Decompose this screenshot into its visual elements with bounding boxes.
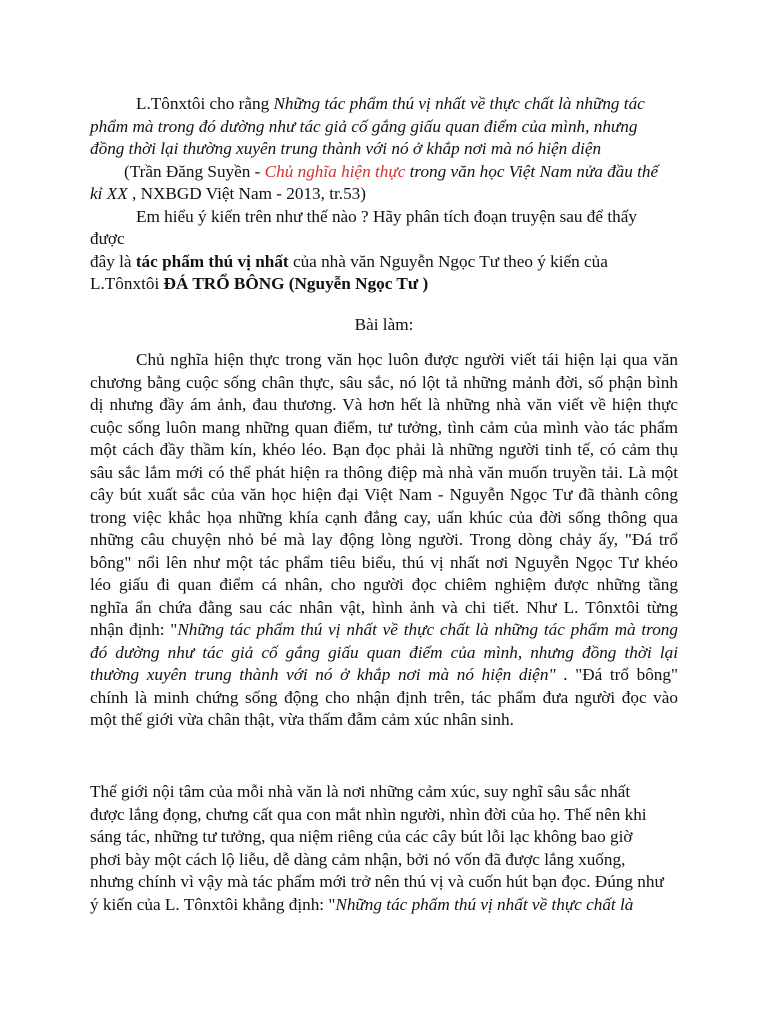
paragraph-line: cuộc sống luôn mang những quan điểm, tư tưởng, tình cảm của mình vào tác phẩm [90,417,678,437]
paragraph-line: dị nhưng đầy ám ảnh, đau thương. Và hơn hết là những nhà văn viết về hiện thực [90,395,678,414]
paragraph-line: nhưng chính vì vậy mà tác phẩm mới trở nên thú vị và cuốn hút bạn đọc. Đúng như [90,872,664,891]
quote-text: thường xuyên trung thành với nó ở khắp nơi mà nó hiện diện" [90,665,556,684]
paragraph-line: léo giấu đi quan điểm cá nhân, cho người đọc chiêm nghiệm được những tầng [90,575,678,594]
citation-title: kỉ XX [90,184,128,203]
question-text: đây là [90,251,136,271]
quote-text: đồng thời lại thường xuyên trung thành với nó ở khắp nơi mà nó hiện diện [90,139,602,158]
paragraph-line: trong việc khắc họa những khía cạnh đắng cay, uẩn khúc của đời sống thông qua [90,507,678,527]
paragraph-line [90,894,678,917]
paragraph-line: chương bằng cuộc sống chân thực, sâu sắc, nó lột tả những mảnh đời, số phận bình [90,372,678,392]
paragraph-line: sáng tác, những tư tưởng, qua niệm riêng của các cây bút lỗi lạc không bao giờ [90,827,633,846]
citation-line [90,183,678,206]
question-emphasis: tác phẩm thú vị nhất [135,251,289,271]
paragraph-line: cây bút xuất sắc của văn học hiện đại Việt Nam - Nguyễn Ngọc Tư đã thành công [90,485,678,504]
quote-text: phẩm mà trong đó dường như tác giả cố gắng giấu quan điểm của mình, nhưng [90,116,638,136]
paragraph-line [90,664,678,687]
paragraph-line: những câu chuyện nhỏ bé mà lay động lòng người. Trong dòng chảy ấy, "Đá trổ [90,530,678,549]
essay-paragraph-1 [90,349,678,732]
quote-text: đó dường như tác giả cố gắng giấu quan điểm của mình, nhưng đồng thời lại [90,642,678,662]
paragraph-line: chính là minh chứng sống động cho nhận định trên, tác phẩm đưa người đọc vào [90,687,678,707]
citation-link-text: Chủ nghĩa hiện thực [264,161,406,181]
question-text: được [90,229,125,248]
paragraph-line: một cách đầy thầm kín, khéo léo. Bạn đọc phải là những người tinh tế, có cảm thụ [90,440,678,459]
paragraph-line: được lắng đọng, chưng cất qua con mắt nhìn người, nhìn đời của họ. Thế nên khi [90,804,647,824]
paragraph-line [90,619,678,642]
citation-title: trong văn học Việt Nam nửa đầu thế [405,161,659,181]
essay-paragraph-2 [90,781,678,916]
prompt-line [90,93,678,116]
paragraph-line: bông" nổi lên như một tác phẩm tiêu biểu, thú vị nhất nơi Nguyễn Ngọc Tư khéo [90,552,678,572]
quote-text: Những tác phẩm thú vị nhất về thực chất là [335,894,634,914]
essay-title: Bài làm: [354,315,414,334]
quote-text: Những tác phẩm thú vị nhất về thực chất là những tác phẩm mà trong [177,620,678,639]
prompt-text: L.Tônxtôi cho rằng [136,94,274,113]
question-line [90,273,678,296]
paragraph-line: một thế giới vừa chân thật, vừa thấm đẫm cảm xúc nhân sinh. [90,710,514,729]
paragraph-line: phơi bày một cách lộ liễu, dễ dàng cảm nhận, bởi nó vốn đã được lắng xuống, [90,849,626,869]
question-text: Em hiểu ý kiến trên như thế nào ? Hãy phân tích đoạn truyện sau để thấy [136,206,637,226]
paragraph-line: nghĩa ẩn chứa đằng sau các nhân vật, hình ảnh và chi tiết. Như L. Tônxtôi từng [90,597,678,617]
essay-heading [90,314,678,337]
paragraph-line: Chủ nghĩa hiện thực trong văn học luôn được người viết tái hiện lại qua văn [136,350,678,369]
question-text: của nhà văn Nguyễn Ngọc Tư theo ý kiến của [288,251,608,271]
paragraph-text: . "Đá trổ bông" [555,665,679,684]
citation-line [90,161,678,184]
citation-text: (Trần Đăng Suyền - [124,161,265,181]
question-text: L.Tônxtôi [90,274,164,293]
paragraph-text: ý kiến của L. Tônxtôi khẳng định: " [90,894,336,914]
story-title: ĐÁ TRỔ BÔNG (Nguyễn Ngọc Tư ) [163,274,429,293]
essay-prompt [90,93,678,296]
paragraph-line: Thế giới nội tâm của mỗi nhà văn là nơi những cảm xúc, suy nghĩ sâu sắc nhất [90,782,631,801]
citation-text: , NXBGD Việt Nam - 2013, tr.53) [127,184,367,203]
paragraph-line: sâu sắc lắm mới có thể phát hiện ra thông điệp mà nhà văn muốn truyền tải. Là một [90,462,678,482]
paragraph-text: nhận định: " [90,620,178,639]
quote-text: Những tác phẩm thú vị nhất về thực chất là những tác [273,94,645,113]
question-line [90,251,678,274]
